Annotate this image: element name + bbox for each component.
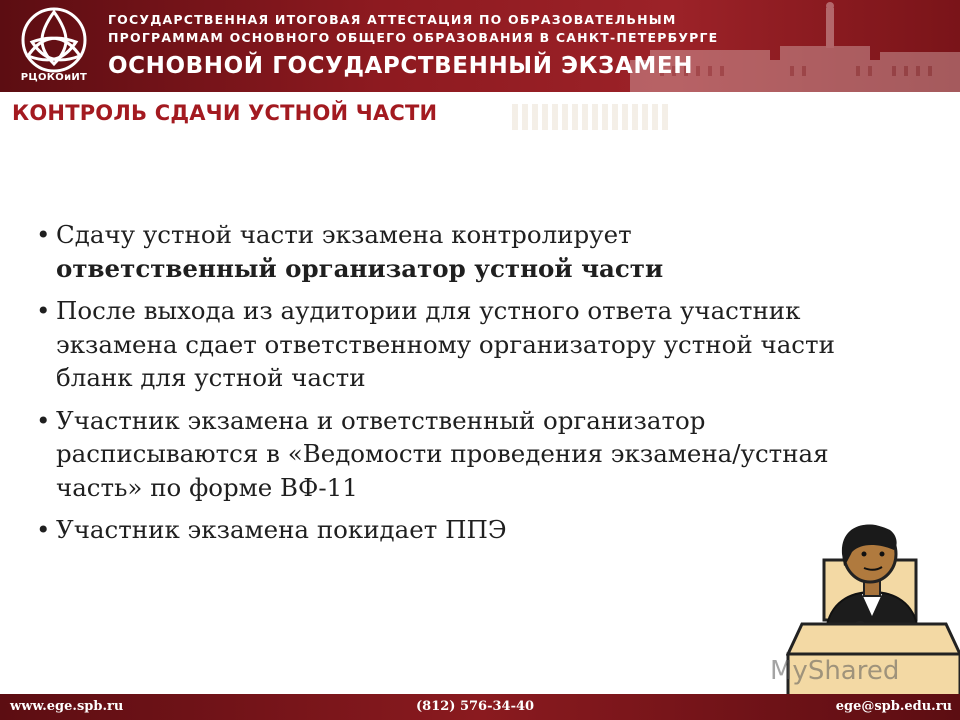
bullet-item — [36, 513, 896, 547]
exam-organizer-illustration — [786, 520, 960, 720]
header-line-1: ГОСУДАРСТВЕННАЯ ИТОГОВАЯ АТТЕСТАЦИЯ ПО ОБРАЗОВАТЕЛЬНЫМ — [108, 12, 677, 27]
footer-bar — [0, 694, 960, 720]
header-line-2: ПРОГРАММАМ ОСНОВНОГО ОБЩЕГО ОБРАЗОВАНИЯ В САНКТ-ПЕТЕРБУРГЕ — [108, 30, 719, 45]
bullet-list — [36, 218, 896, 556]
bullet-text: Сдачу устной части экзамена контролирует — [56, 220, 632, 249]
myshared-watermark: MyShared — [770, 656, 900, 686]
bullet-item — [36, 404, 896, 505]
bullet-text: После выхода из аудитории для устного ответа участник экзамена сдает ответственному организатору устной части бланк для устной части — [56, 296, 835, 392]
logo-caption: РЦОКОиИТ — [20, 72, 88, 83]
header-banner — [0, 0, 960, 92]
bullet-bold-text: ответственный организатор устной части — [56, 253, 664, 283]
title-decoration — [512, 104, 672, 130]
header-exam-title: ОСНОВНОЙ ГОСУДАРСТВЕННЫЙ ЭКЗАМЕН — [108, 53, 694, 79]
footer-website-link[interactable]: www.ege.spb.ru — [10, 699, 124, 714]
bullet-item — [36, 218, 896, 285]
bullet-text: Участник экзамена и ответственный организатор расписываются в «Ведомости проведения экзамена/устная часть» по форме ВФ-11 — [56, 405, 829, 502]
bullet-item — [36, 294, 896, 395]
bullet-text: Участник экзамена покидает ППЭ — [56, 515, 507, 544]
slide-title: КОНТРОЛЬ СДАЧИ УСТНОЙ ЧАСТИ — [12, 101, 438, 125]
footer-email-link[interactable]: ege@spb.edu.ru — [835, 699, 952, 714]
footer-phone: (812) 576-34-40 — [416, 699, 535, 714]
